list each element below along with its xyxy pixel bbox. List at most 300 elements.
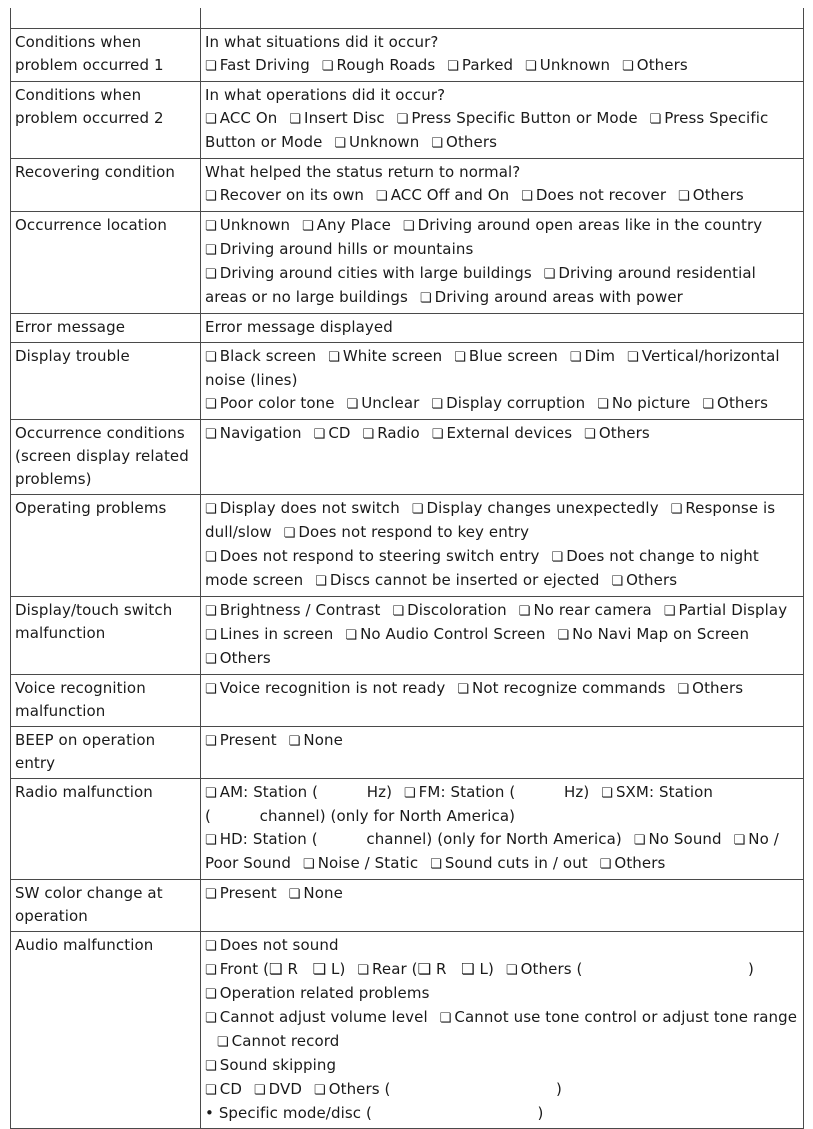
- option-line: [205, 54, 799, 78]
- option-label: None: [303, 731, 343, 749]
- checkbox-option[interactable]: [205, 960, 345, 978]
- checkbox-icon[interactable]: ❏: [733, 833, 746, 848]
- checkbox-icon[interactable]: ❏: [521, 189, 533, 204]
- checkbox-icon[interactable]: ❏: [321, 59, 334, 74]
- checkbox-icon[interactable]: ❏: [677, 682, 690, 697]
- checkbox-option[interactable]: [403, 216, 762, 234]
- option-label: Discoloration: [407, 601, 507, 619]
- checkbox-icon[interactable]: ❏: [205, 502, 217, 517]
- checkbox-icon[interactable]: ❏: [205, 397, 217, 412]
- row-label: Display trouble: [11, 343, 201, 420]
- option-label: No / Poor Sound: [205, 830, 779, 872]
- checkbox-icon[interactable]: ❏: [205, 219, 217, 234]
- option-label: Parked: [461, 56, 514, 74]
- checkbox-icon[interactable]: ❏: [357, 963, 370, 978]
- row-options: [201, 343, 804, 420]
- option-label: Driving around cities with large buildings: [219, 264, 532, 282]
- option-line: [205, 781, 799, 828]
- checkbox-option[interactable]: [302, 216, 391, 234]
- option-label: None: [303, 884, 343, 902]
- checkbox-icon[interactable]: ❏: [283, 526, 296, 541]
- checkbox-option[interactable]: [289, 884, 343, 902]
- option-line: [205, 497, 799, 545]
- checkbox-icon[interactable]: ❏: [601, 786, 613, 801]
- option-line: [205, 729, 799, 753]
- option-label: Others: [692, 186, 744, 204]
- form-row-error-message: [11, 314, 804, 343]
- row-question: In what operations did it occur?: [205, 86, 446, 104]
- form-row-display-trouble: [11, 343, 804, 420]
- row-question: In what situations did it occur?: [205, 33, 439, 51]
- row-options: [201, 495, 804, 597]
- checkbox-option[interactable]: [420, 288, 683, 306]
- option-label: Others ( ): [520, 960, 754, 978]
- checkbox-icon[interactable]: ❏: [611, 574, 624, 589]
- checkbox-icon[interactable]: ❏: [205, 243, 217, 258]
- option-line: [205, 392, 799, 416]
- option-label: Others: [219, 649, 271, 667]
- checkbox-icon[interactable]: ❏: [525, 59, 537, 74]
- option-label: Cannot record: [231, 1032, 340, 1050]
- option-label: Unknown: [539, 56, 611, 74]
- row-label: Occurrence location: [11, 212, 201, 314]
- checkbox-option[interactable]: [430, 854, 588, 872]
- row-options: [201, 597, 804, 675]
- checkbox-icon[interactable]: ❏: [649, 112, 662, 127]
- option-line: [205, 214, 799, 262]
- option-label: Cannot adjust volume level: [219, 1008, 428, 1026]
- row-options: [201, 880, 804, 932]
- option-line: [205, 422, 799, 446]
- row-label: Display/touch switch malfunction: [11, 597, 201, 675]
- row-options: [201, 82, 804, 159]
- checkbox-icon[interactable]: ❏: [557, 628, 570, 643]
- checkbox-option[interactable]: [314, 1080, 562, 1098]
- checkbox-icon[interactable]: ❏: [543, 267, 556, 282]
- option-label: Cannot use tone control or adjust tone range: [454, 1008, 798, 1026]
- option-label: External devices: [446, 424, 573, 442]
- specific-mode-bullet: • Specific mode/disc ( ): [205, 1104, 544, 1122]
- checkbox-option[interactable]: [600, 854, 666, 872]
- checkbox-icon[interactable]: ❏: [205, 987, 217, 1002]
- checkbox-icon[interactable]: ❏: [403, 786, 416, 801]
- option-label: Driving around residential areas or no large buildings: [205, 264, 756, 306]
- option-line: [205, 345, 799, 392]
- option-label: Others: [626, 571, 678, 589]
- checkbox-option[interactable]: [205, 884, 277, 902]
- row-options: [201, 727, 804, 779]
- option-label: Fast Driving: [219, 56, 310, 74]
- checkbox-icon[interactable]: ❏: [301, 219, 314, 234]
- checkbox-icon[interactable]: ❏: [402, 219, 415, 234]
- option-line: [205, 1006, 799, 1054]
- checkbox-icon[interactable]: ❏: [205, 652, 217, 667]
- checkbox-icon[interactable]: ❏: [622, 59, 634, 74]
- checkbox-option[interactable]: [346, 394, 419, 412]
- checkbox-option[interactable]: [205, 1056, 336, 1074]
- checkbox-option[interactable]: [664, 601, 787, 619]
- option-line: [205, 545, 799, 593]
- checkbox-option[interactable]: [314, 424, 351, 442]
- option-label: No Navi Map on Screen: [572, 625, 750, 643]
- checkbox-option[interactable]: [205, 1080, 242, 1098]
- option-label: FM: Station ( Hz): [418, 783, 590, 801]
- checkbox-icon[interactable]: ❏: [551, 550, 564, 565]
- checkbox-option[interactable]: [205, 731, 277, 749]
- checkbox-icon[interactable]: ❏: [518, 604, 531, 619]
- option-label: Response is dull/slow: [205, 499, 776, 541]
- checkbox-icon[interactable]: ❏: [205, 1059, 217, 1074]
- option-label: White screen: [342, 347, 443, 365]
- option-label: AM: Station ( Hz): [219, 783, 393, 801]
- option-label: No picture: [611, 394, 691, 412]
- checkbox-option[interactable]: [205, 649, 271, 667]
- row-options: [201, 420, 804, 495]
- checkbox-option[interactable]: [597, 394, 690, 412]
- option-line: [205, 958, 799, 982]
- checkbox-icon[interactable]: ❏: [253, 1083, 266, 1098]
- option-label: Display changes unexpectedly: [426, 499, 659, 517]
- option-label: Any Place: [316, 216, 391, 234]
- form-row-display-touch-switch-malfunction: [11, 597, 804, 675]
- option-label: Vertical/horizontal noise (lines): [205, 347, 780, 389]
- checkbox-option[interactable]: [205, 830, 622, 848]
- row-options: [201, 932, 804, 1129]
- checkbox-icon[interactable]: ❏: [375, 189, 388, 204]
- diagnostic-form-table: [10, 8, 804, 1129]
- checkbox-option[interactable]: [447, 56, 513, 74]
- checkbox-icon[interactable]: ❏: [328, 350, 340, 365]
- option-label: Present: [219, 884, 277, 902]
- checkbox-icon[interactable]: ❏: [313, 427, 326, 442]
- checkbox-icon[interactable]: ❏: [205, 833, 217, 848]
- form-row-radio-malfunction: [11, 779, 804, 880]
- checkbox-option[interactable]: [431, 133, 497, 151]
- option-label: Press Specific Button or Mode: [205, 109, 769, 151]
- checkbox-option[interactable]: [328, 347, 442, 365]
- checkbox-option[interactable]: [315, 571, 599, 589]
- option-label: Others: [614, 854, 666, 872]
- top-spacer-value: [201, 8, 804, 29]
- checkbox-icon[interactable]: ❏: [454, 350, 466, 365]
- checkbox-icon[interactable]: ❏: [431, 427, 444, 442]
- form-row-conditions-when-problem-occurred-2: [11, 82, 804, 159]
- checkbox-icon[interactable]: ❏: [334, 136, 347, 151]
- checkbox-icon[interactable]: ❏: [313, 1083, 326, 1098]
- checkbox-icon[interactable]: ❏: [205, 267, 217, 282]
- checkbox-option[interactable]: [254, 1080, 302, 1098]
- option-line: [205, 982, 799, 1006]
- checkbox-option[interactable]: [205, 1008, 428, 1026]
- option-line: [205, 107, 799, 155]
- checkbox-option[interactable]: [431, 394, 585, 412]
- checkbox-icon[interactable]: ❏: [569, 350, 582, 365]
- top-spacer-row: [11, 8, 804, 29]
- form-row-conditions-when-problem-occurred-1: [11, 29, 804, 82]
- option-label: Brightness / Contrast: [219, 601, 381, 619]
- checkbox-option[interactable]: [570, 347, 615, 365]
- checkbox-icon[interactable]: ❏: [205, 427, 217, 442]
- checkbox-icon[interactable]: ❏: [288, 734, 301, 749]
- checkbox-option[interactable]: [412, 499, 659, 517]
- checkbox-option[interactable]: [334, 133, 419, 151]
- option-label: Driving around areas with power: [434, 288, 683, 306]
- checkbox-icon[interactable]: ❏: [431, 136, 444, 151]
- checkbox-option[interactable]: [525, 56, 610, 74]
- option-label: Operation related problems: [219, 984, 430, 1002]
- row-label: Radio malfunction: [11, 779, 201, 880]
- checkbox-icon[interactable]: ❏: [419, 291, 432, 306]
- checkbox-icon[interactable]: ❏: [584, 427, 596, 442]
- checkbox-option[interactable]: [362, 424, 419, 442]
- option-label: Does not respond to key entry: [298, 523, 530, 541]
- checkbox-option[interactable]: [217, 1032, 340, 1050]
- option-label: CD: [219, 1080, 242, 1098]
- option-label: Present: [219, 731, 277, 749]
- option-label: Dim: [584, 347, 616, 365]
- option-label: Voice recognition is not ready: [219, 679, 446, 697]
- option-label: Rough Roads: [336, 56, 436, 74]
- checkbox-icon[interactable]: ❏: [702, 397, 715, 412]
- checkbox-option[interactable]: [702, 394, 768, 412]
- checkbox-option[interactable]: [205, 394, 335, 412]
- option-label: Others ( ): [328, 1080, 562, 1098]
- option-line: [205, 184, 799, 208]
- checkbox-icon[interactable]: ❏: [205, 112, 217, 127]
- option-label: Front (❏ R ❏ L): [219, 960, 346, 978]
- option-label: SXM: Station ( channel) (only for North America): [205, 783, 714, 825]
- option-line: [205, 934, 799, 958]
- checkbox-icon[interactable]: ❏: [396, 112, 409, 127]
- checkbox-icon[interactable]: ❏: [599, 857, 612, 872]
- option-label: Driving around hills or mountains: [219, 240, 474, 258]
- option-label: Poor color tone: [219, 394, 335, 412]
- checkbox-icon[interactable]: ❏: [346, 397, 359, 412]
- row-options: [201, 675, 804, 727]
- option-label: Rear (❏ R ❏ L): [372, 960, 494, 978]
- checkbox-option[interactable]: [205, 625, 333, 643]
- form-row-audio-malfunction: [11, 932, 804, 1129]
- option-line: [205, 1078, 799, 1102]
- checkbox-icon[interactable]: ❏: [205, 734, 217, 749]
- option-label: CD: [328, 424, 351, 442]
- checkbox-icon[interactable]: ❏: [663, 604, 676, 619]
- checkbox-icon[interactable]: ❏: [315, 574, 327, 589]
- checkbox-icon[interactable]: ❏: [362, 427, 375, 442]
- option-label: Does not recover: [535, 186, 667, 204]
- top-spacer-label: [11, 8, 201, 29]
- form-row-recovering-condition: [11, 159, 804, 212]
- checkbox-option[interactable]: [205, 109, 277, 127]
- checkbox-icon[interactable]: ❏: [345, 628, 358, 643]
- option-label: ACC Off and On: [390, 186, 510, 204]
- option-label: No Sound: [648, 830, 722, 848]
- option-label: DVD: [268, 1080, 303, 1098]
- option-label: Lines in screen: [219, 625, 334, 643]
- option-line: [205, 677, 799, 701]
- checkbox-icon[interactable]: ❏: [439, 1011, 452, 1026]
- checkbox-icon[interactable]: ❏: [392, 604, 405, 619]
- row-options: [201, 314, 804, 343]
- option-label: Insert Disc: [304, 109, 385, 127]
- option-label: Others: [446, 133, 498, 151]
- checkbox-icon[interactable]: ❏: [431, 397, 444, 412]
- option-label: Black screen: [219, 347, 317, 365]
- checkbox-icon[interactable]: ❏: [205, 887, 217, 902]
- option-label: Partial Display: [678, 601, 788, 619]
- checkbox-icon[interactable]: ❏: [205, 59, 217, 74]
- form-body: [11, 8, 804, 1129]
- checkbox-option[interactable]: [205, 936, 339, 954]
- checkbox-icon[interactable]: ❏: [670, 502, 683, 517]
- option-label: Unknown: [349, 133, 420, 151]
- checkbox-option[interactable]: [457, 679, 665, 697]
- checkbox-option[interactable]: [205, 601, 380, 619]
- form-row-occurrence-conditions-screen-display-related-problems: [11, 420, 804, 495]
- option-label: Blue screen: [468, 347, 558, 365]
- form-row-operating-problems: [11, 495, 804, 597]
- option-label: No Audio Control Screen: [360, 625, 546, 643]
- checkbox-option[interactable]: [397, 109, 638, 127]
- option-label: Display corruption: [446, 394, 586, 412]
- checkbox-icon[interactable]: ❏: [216, 1035, 229, 1050]
- checkbox-icon[interactable]: ❏: [447, 59, 459, 74]
- checkbox-icon[interactable]: ❏: [205, 350, 217, 365]
- checkbox-icon[interactable]: ❏: [205, 939, 217, 954]
- form-row-voice-recognition-malfunction: [11, 675, 804, 727]
- row-label: Error message: [11, 314, 201, 343]
- row-label: Audio malfunction: [11, 932, 201, 1129]
- option-label: Others: [692, 679, 744, 697]
- checkbox-option[interactable]: [205, 547, 540, 565]
- option-label: Does not change to night mode screen: [205, 547, 759, 589]
- row-label: Recovering condition: [11, 159, 201, 212]
- checkbox-icon[interactable]: ❏: [633, 833, 646, 848]
- checkbox-option[interactable]: [289, 731, 343, 749]
- form-row-occurrence-location: [11, 212, 804, 314]
- option-line: [205, 828, 799, 876]
- form-row-beep-on-operation-entry: [11, 727, 804, 779]
- checkbox-icon[interactable]: ❏: [205, 628, 217, 643]
- option-label: Others: [598, 424, 650, 442]
- checkbox-icon[interactable]: ❏: [430, 857, 442, 872]
- checkbox-icon[interactable]: ❏: [289, 112, 302, 127]
- checkbox-option[interactable]: [376, 186, 509, 204]
- option-label: ACC On: [219, 109, 278, 127]
- checkbox-option[interactable]: [205, 56, 310, 74]
- checkbox-option[interactable]: [205, 264, 532, 282]
- checkbox-option[interactable]: [454, 347, 558, 365]
- checkbox-option[interactable]: [404, 783, 589, 801]
- option-label: Sound skipping: [219, 1056, 337, 1074]
- checkbox-option[interactable]: [205, 984, 430, 1002]
- checkbox-icon[interactable]: ❏: [205, 604, 217, 619]
- checkbox-option[interactable]: [205, 216, 290, 234]
- option-line: [205, 599, 799, 671]
- checkbox-icon[interactable]: ❏: [288, 887, 301, 902]
- checkbox-option[interactable]: [584, 424, 650, 442]
- row-options: [201, 779, 804, 880]
- option-label: Discs cannot be inserted or ejected: [329, 571, 600, 589]
- row-label: Voice recognition malfunction: [11, 675, 201, 727]
- checkbox-icon[interactable]: ❏: [205, 1011, 217, 1026]
- checkbox-icon[interactable]: ❏: [302, 857, 315, 872]
- checkbox-icon[interactable]: ❏: [205, 550, 217, 565]
- checkbox-option[interactable]: [521, 186, 666, 204]
- checkbox-option[interactable]: [432, 424, 572, 442]
- option-label: Navigation: [219, 424, 302, 442]
- checkbox-option[interactable]: [289, 109, 384, 127]
- checkbox-option[interactable]: [345, 625, 545, 643]
- checkbox-option[interactable]: [284, 523, 529, 541]
- checkbox-icon[interactable]: ❏: [457, 682, 470, 697]
- checkbox-icon[interactable]: ❏: [205, 786, 217, 801]
- checkbox-option[interactable]: [622, 56, 688, 74]
- checkbox-option[interactable]: [205, 679, 445, 697]
- option-label: Driving around open areas like in the country: [417, 216, 763, 234]
- option-label: Others: [717, 394, 769, 412]
- checkbox-option[interactable]: [357, 960, 494, 978]
- checkbox-icon[interactable]: ❏: [597, 397, 609, 412]
- checkbox-icon[interactable]: ❏: [411, 502, 424, 517]
- option-label: Noise / Static: [317, 854, 419, 872]
- checkbox-option[interactable]: [634, 830, 722, 848]
- option-label: Not recognize commands: [472, 679, 666, 697]
- checkbox-option[interactable]: [519, 601, 652, 619]
- checkbox-option[interactable]: [322, 56, 436, 74]
- row-question: What helped the status return to normal?: [205, 163, 521, 181]
- checkbox-option[interactable]: [205, 240, 473, 258]
- option-label: Unknown: [219, 216, 291, 234]
- checkbox-option[interactable]: [205, 783, 392, 801]
- checkbox-option[interactable]: [303, 854, 418, 872]
- checkbox-option[interactable]: [677, 679, 743, 697]
- option-label: Does not respond to steering switch entry: [219, 547, 540, 565]
- checkbox-icon[interactable]: ❏: [205, 682, 217, 697]
- row-options: [201, 29, 804, 82]
- checkbox-option[interactable]: [557, 625, 749, 643]
- checkbox-icon[interactable]: ❏: [205, 963, 217, 978]
- row-label: BEEP on operation entry: [11, 727, 201, 779]
- checkbox-option[interactable]: [506, 960, 754, 978]
- option-line: [205, 882, 799, 906]
- option-label: Sound cuts in / out: [444, 854, 588, 872]
- row-options: [201, 212, 804, 314]
- checkbox-icon[interactable]: ❏: [205, 189, 217, 204]
- row-options: [201, 159, 804, 212]
- checkbox-option[interactable]: [392, 601, 506, 619]
- row-label: SW color change at operation: [11, 880, 201, 932]
- checkbox-option[interactable]: [205, 499, 400, 517]
- checkbox-option[interactable]: [678, 186, 744, 204]
- checkbox-icon[interactable]: ❏: [627, 350, 639, 365]
- checkbox-icon[interactable]: ❏: [505, 963, 518, 978]
- checkbox-icon[interactable]: ❏: [205, 1083, 217, 1098]
- option-label: Others: [636, 56, 688, 74]
- checkbox-option[interactable]: [440, 1008, 797, 1026]
- checkbox-option[interactable]: [205, 186, 364, 204]
- option-label: HD: Station ( channel) (only for North America): [219, 830, 622, 848]
- option-label: Display does not switch: [219, 499, 400, 517]
- option-label: Unclear: [361, 394, 420, 412]
- checkbox-option[interactable]: [205, 424, 302, 442]
- checkbox-icon[interactable]: ❏: [678, 189, 690, 204]
- form-row-sw-color-change-at-operation: [11, 880, 804, 932]
- row-label: Conditions when problem occurred 1: [11, 29, 201, 82]
- checkbox-option[interactable]: [205, 347, 316, 365]
- option-label: Recover on its own: [219, 186, 365, 204]
- checkbox-option[interactable]: [611, 571, 677, 589]
